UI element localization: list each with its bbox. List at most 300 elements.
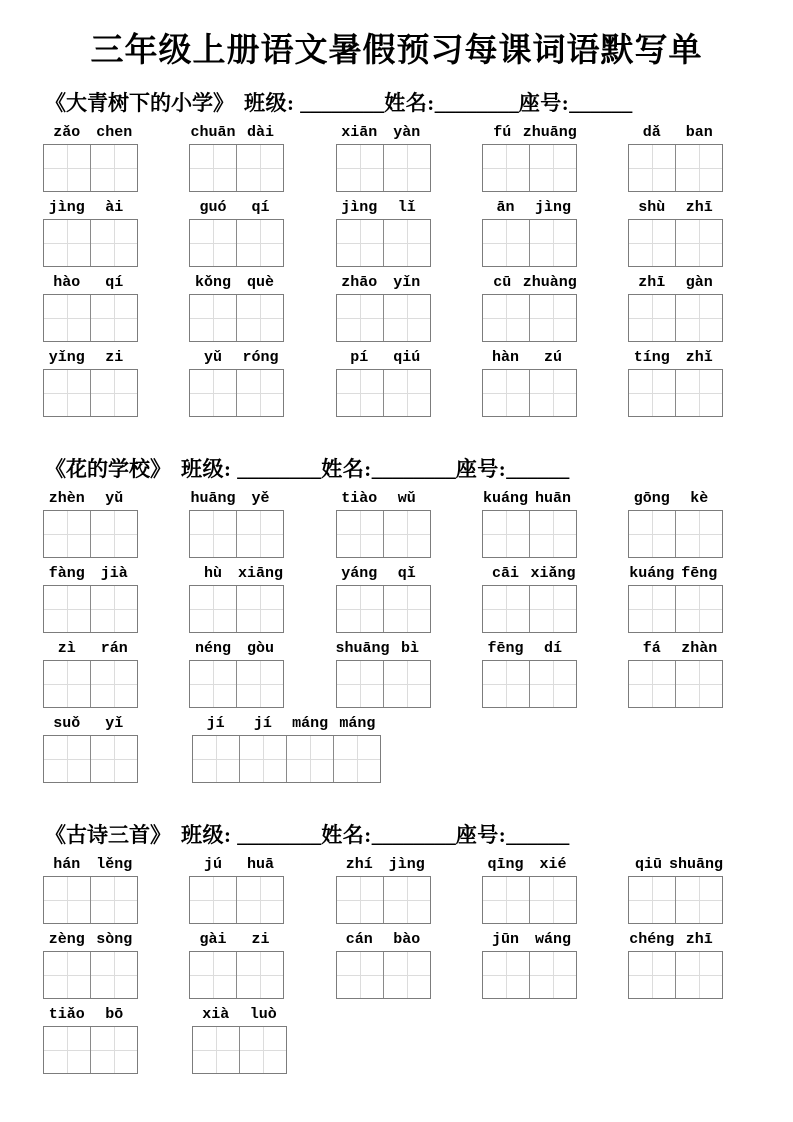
grid-cell <box>629 370 675 416</box>
writing-grid <box>192 1026 287 1074</box>
pinyin-syllable: yǔ <box>105 490 124 507</box>
class-blank-line: ________ <box>237 457 322 481</box>
pinyin-syllable: tiào <box>341 490 378 507</box>
worksheet-section-2 <box>43 457 723 783</box>
pinyin-syllable: zhí <box>345 856 373 873</box>
writing-grid <box>336 951 431 999</box>
pinyin-syllable: chuān <box>190 124 236 141</box>
word-group <box>482 563 577 633</box>
pinyin-syllable: lǐ <box>397 199 416 216</box>
worksheet-section-1 <box>43 91 723 417</box>
grid-cell <box>44 511 90 557</box>
writing-grid <box>192 735 381 783</box>
word-group <box>189 854 284 924</box>
grid-cell <box>337 877 383 923</box>
grid-cell <box>236 586 283 632</box>
grid-cell <box>239 1027 286 1073</box>
word-group <box>336 854 431 924</box>
pinyin-syllable: yǔ <box>203 349 222 366</box>
grid-cell <box>333 736 380 782</box>
pinyin-label <box>628 638 723 659</box>
word-group <box>43 563 138 633</box>
sections-container <box>43 91 723 1074</box>
pinyin-syllable: shù <box>638 199 666 216</box>
grid-cell <box>483 370 529 416</box>
pinyin-label <box>189 563 284 584</box>
pinyin-syllable: zhī <box>638 274 666 291</box>
writing-grid <box>43 585 138 633</box>
grid-cell <box>44 370 90 416</box>
grid-cell <box>337 295 383 341</box>
class-label: 班级: <box>181 823 238 847</box>
grid-cell <box>675 877 722 923</box>
word-group <box>189 488 284 558</box>
grid-cell <box>675 511 722 557</box>
pinyin-syllable: yàn <box>393 124 421 141</box>
pinyin-syllable: zhuāng <box>522 124 577 141</box>
word-group <box>43 272 138 342</box>
pinyin-label <box>628 854 723 875</box>
pinyin-label <box>336 563 431 584</box>
grid-cell <box>383 952 430 998</box>
grid-cell <box>236 952 283 998</box>
pinyin-syllable: shuāng <box>668 856 723 873</box>
grid-cell <box>190 220 236 266</box>
pinyin-syllable: bì <box>401 640 420 657</box>
word-group <box>43 197 138 267</box>
pinyin-syllable: yǐ <box>105 715 124 732</box>
grid-cell <box>44 586 90 632</box>
pinyin-syllable: zì <box>57 640 76 657</box>
word-row <box>43 197 723 267</box>
pinyin-syllable: wǔ <box>397 490 416 507</box>
pinyin-label <box>336 854 431 875</box>
writing-grid <box>628 876 723 924</box>
pinyin-syllable: huā <box>246 856 274 873</box>
grid-cell <box>483 877 529 923</box>
pinyin-syllable: kè <box>690 490 709 507</box>
pinyin-syllable: zhī <box>685 931 713 948</box>
pinyin-label <box>43 272 138 293</box>
seat-blank-line: ______ <box>506 823 570 847</box>
pinyin-label <box>336 197 431 218</box>
section-header <box>45 457 723 482</box>
grid-cell <box>483 952 529 998</box>
pinyin-syllable: hù <box>203 565 222 582</box>
pinyin-syllable: qiū <box>634 856 662 873</box>
grid-cell <box>383 586 430 632</box>
pinyin-label <box>192 1004 287 1025</box>
grid-cell <box>483 295 529 341</box>
word-row <box>43 272 723 342</box>
writing-grid <box>43 294 138 342</box>
pinyin-syllable: qí <box>105 274 124 291</box>
pinyin-syllable: jìng <box>388 856 425 873</box>
pinyin-syllable: wáng <box>534 931 571 948</box>
word-group <box>336 638 431 708</box>
pinyin-label <box>482 563 577 584</box>
pinyin-syllable: máng <box>339 715 376 732</box>
pinyin-label <box>336 488 431 509</box>
word-group <box>482 929 577 999</box>
pinyin-label <box>628 563 723 584</box>
grid-cell <box>90 1027 137 1073</box>
grid-cell <box>90 511 137 557</box>
word-group <box>628 563 723 633</box>
grid-cell <box>529 952 576 998</box>
pinyin-syllable: gài <box>199 931 227 948</box>
grid-cell <box>529 295 576 341</box>
grid-cell <box>629 877 675 923</box>
word-group <box>189 563 284 633</box>
grid-cell <box>44 736 90 782</box>
grid-cell <box>44 952 90 998</box>
pinyin-label <box>43 854 138 875</box>
word-group <box>628 122 723 192</box>
writing-grid <box>189 660 284 708</box>
grid-cell <box>483 586 529 632</box>
pinyin-syllable: cāi <box>491 565 519 582</box>
pinyin-syllable: zǎo <box>53 124 81 141</box>
pinyin-syllable: róng <box>242 349 279 366</box>
grid-cell <box>90 661 137 707</box>
grid-cell <box>236 661 283 707</box>
grid-cell <box>337 952 383 998</box>
pinyin-syllable: kuáng <box>482 490 528 507</box>
pinyin-label <box>336 638 431 659</box>
pinyin-syllable: suǒ <box>53 715 81 732</box>
word-row <box>43 488 723 558</box>
pinyin-syllable: xiāng <box>237 565 283 582</box>
word-group <box>482 347 577 417</box>
word-group <box>628 929 723 999</box>
writing-grid <box>336 510 431 558</box>
pinyin-syllable: chéng <box>629 931 675 948</box>
word-group <box>192 1004 287 1074</box>
word-group <box>628 488 723 558</box>
grid-cell <box>44 877 90 923</box>
pinyin-label <box>482 488 577 509</box>
pinyin-label <box>189 854 284 875</box>
grid-cell <box>190 511 236 557</box>
writing-grid <box>189 294 284 342</box>
writing-grid <box>336 369 431 417</box>
name-blank-line: ________ <box>371 457 456 481</box>
writing-grid <box>189 585 284 633</box>
word-group <box>192 713 381 783</box>
pinyin-label <box>43 347 138 368</box>
grid-cell <box>44 295 90 341</box>
word-group <box>336 122 431 192</box>
pinyin-syllable: yě <box>251 490 270 507</box>
writing-grid <box>43 660 138 708</box>
pinyin-label <box>189 272 284 293</box>
class-label: 班级: <box>244 91 301 115</box>
writing-grid <box>628 660 723 708</box>
grid-cell <box>675 370 722 416</box>
pinyin-syllable: rán <box>100 640 128 657</box>
pinyin-label <box>43 1004 138 1025</box>
pinyin-label <box>189 122 284 143</box>
word-group <box>189 347 284 417</box>
word-group <box>43 929 138 999</box>
seat-label: 座号: <box>455 823 507 847</box>
pinyin-syllable: qǐ <box>397 565 416 582</box>
writing-grid <box>482 219 577 267</box>
word-group <box>482 272 577 342</box>
pinyin-label <box>189 197 284 218</box>
writing-grid <box>189 369 284 417</box>
pinyin-syllable: zhǐ <box>685 349 713 366</box>
grid-cell <box>190 145 236 191</box>
grid-cell <box>190 370 236 416</box>
grid-cell <box>483 220 529 266</box>
pinyin-syllable: zhī <box>685 199 713 216</box>
name-label: 姓名: <box>321 823 372 847</box>
grid-cell <box>193 1027 239 1073</box>
word-group <box>336 197 431 267</box>
grid-cell <box>44 1027 90 1073</box>
word-group <box>43 638 138 708</box>
pinyin-label <box>628 122 723 143</box>
name-label: 姓名: <box>321 457 372 481</box>
word-row <box>43 638 723 708</box>
word-group <box>628 638 723 708</box>
grid-cell <box>629 295 675 341</box>
page-title: 三年级上册语文暑假预习每课词语默写单 <box>90 33 703 69</box>
pinyin-syllable: dài <box>246 124 274 141</box>
grid-cell <box>483 145 529 191</box>
writing-grid <box>43 369 138 417</box>
pinyin-syllable: hào <box>53 274 81 291</box>
grid-cell <box>337 586 383 632</box>
grid-cell <box>383 145 430 191</box>
word-row <box>43 929 723 999</box>
class-label: 班级: <box>181 457 238 481</box>
writing-grid <box>43 219 138 267</box>
grid-cell <box>675 586 722 632</box>
name-blank-line: ________ <box>434 91 519 115</box>
grid-cell <box>675 220 722 266</box>
grid-cell <box>629 661 675 707</box>
grid-cell <box>383 511 430 557</box>
writing-grid <box>482 144 577 192</box>
seat-blank-line: ______ <box>569 91 633 115</box>
pinyin-syllable: tíng <box>633 349 670 366</box>
writing-grid <box>482 660 577 708</box>
pinyin-syllable: zú <box>543 349 562 366</box>
grid-cell <box>629 586 675 632</box>
pinyin-syllable: fú <box>493 124 512 141</box>
pinyin-syllable: fēng <box>487 640 524 657</box>
grid-cell <box>190 661 236 707</box>
word-group <box>189 122 284 192</box>
writing-grid <box>628 219 723 267</box>
lesson-title: 《古诗三首》 <box>45 823 171 847</box>
section-header <box>45 91 723 116</box>
grid-cell <box>337 511 383 557</box>
grid-cell <box>90 145 137 191</box>
seat-label: 座号: <box>518 91 570 115</box>
grid-cell <box>529 877 576 923</box>
pinyin-syllable: zhuàng <box>522 274 577 291</box>
pinyin-syllable: ban <box>685 124 713 141</box>
pinyin-syllable: xiān <box>341 124 378 141</box>
pinyin-label <box>189 488 284 509</box>
writing-grid <box>482 876 577 924</box>
word-group <box>628 347 723 417</box>
writing-grid <box>189 144 284 192</box>
pinyin-syllable: guó <box>199 199 227 216</box>
grid-cell <box>239 736 286 782</box>
pinyin-label <box>482 122 577 143</box>
writing-grid <box>628 585 723 633</box>
grid-cell <box>529 370 576 416</box>
seat-label: 座号: <box>455 457 507 481</box>
pinyin-syllable: zi <box>105 349 124 366</box>
section-header <box>45 823 723 848</box>
pinyin-syllable: dǎ <box>642 124 661 141</box>
grid-cell <box>675 952 722 998</box>
class-blank-line: ________ <box>237 823 322 847</box>
pinyin-syllable: yǐng <box>48 349 85 366</box>
pinyin-syllable: jìng <box>534 199 571 216</box>
grid-cell <box>90 586 137 632</box>
word-group <box>628 197 723 267</box>
pinyin-syllable: luò <box>249 1006 277 1023</box>
pinyin-label <box>482 854 577 875</box>
word-row <box>43 122 723 192</box>
grid-cell <box>190 295 236 341</box>
grid-cell <box>383 220 430 266</box>
pinyin-syllable: máng <box>292 715 329 732</box>
pinyin-syllable: qīng <box>487 856 524 873</box>
pinyin-syllable: pí <box>350 349 369 366</box>
lesson-title: 《花的学校》 <box>45 457 171 481</box>
grid-cell <box>193 736 239 782</box>
pinyin-syllable: huāng <box>190 490 236 507</box>
grid-cell <box>383 370 430 416</box>
writing-grid <box>189 219 284 267</box>
lesson-title: 《大青树下的小学》 <box>45 91 234 115</box>
pinyin-syllable: fá <box>642 640 661 657</box>
grid-cell <box>236 145 283 191</box>
grid-cell <box>90 370 137 416</box>
pinyin-syllable: qiú <box>393 349 421 366</box>
writing-grid <box>336 660 431 708</box>
name-label: 姓名: <box>384 91 435 115</box>
grid-cell <box>44 661 90 707</box>
pinyin-syllable: lěng <box>96 856 133 873</box>
grid-cell <box>675 661 722 707</box>
word-group <box>336 347 431 417</box>
grid-cell <box>190 952 236 998</box>
pinyin-syllable: jí <box>206 715 225 732</box>
pinyin-syllable: gàn <box>685 274 713 291</box>
pinyin-syllable: hán <box>53 856 81 873</box>
pinyin-label <box>43 197 138 218</box>
grid-cell <box>190 586 236 632</box>
pinyin-label <box>336 272 431 293</box>
grid-cell <box>383 661 430 707</box>
grid-cell <box>337 661 383 707</box>
pinyin-label <box>43 563 138 584</box>
grid-cell <box>529 220 576 266</box>
pinyin-label <box>482 197 577 218</box>
word-group <box>43 488 138 558</box>
pinyin-syllable: jìng <box>341 199 378 216</box>
pinyin-syllable: xiǎng <box>530 565 576 582</box>
pinyin-syllable: zhāo <box>341 274 378 291</box>
word-row <box>43 854 723 924</box>
pinyin-syllable: chen <box>96 124 133 141</box>
pinyin-syllable: ān <box>496 199 515 216</box>
writing-grid <box>628 510 723 558</box>
writing-grid <box>43 510 138 558</box>
pinyin-syllable: bào <box>393 931 421 948</box>
pinyin-syllable: zèng <box>48 931 85 948</box>
word-group <box>189 638 284 708</box>
word-group <box>628 854 723 924</box>
pinyin-syllable: néng <box>194 640 231 657</box>
word-group <box>482 488 577 558</box>
writing-grid <box>189 510 284 558</box>
pinyin-syllable: kǒng <box>194 274 231 291</box>
class-blank-line: ________ <box>300 91 385 115</box>
grid-cell <box>190 877 236 923</box>
word-group <box>628 272 723 342</box>
pinyin-syllable: jí <box>253 715 272 732</box>
pinyin-syllable: cū <box>493 274 512 291</box>
grid-cell <box>236 295 283 341</box>
pinyin-syllable: xià <box>202 1006 230 1023</box>
grid-cell <box>629 220 675 266</box>
grid-cell <box>90 952 137 998</box>
writing-grid <box>43 951 138 999</box>
pinyin-syllable: jià <box>100 565 128 582</box>
writing-grid <box>482 510 577 558</box>
pinyin-syllable: fēng <box>681 565 718 582</box>
worksheet-section-3 <box>43 823 723 1074</box>
writing-grid <box>628 951 723 999</box>
pinyin-syllable: xié <box>539 856 567 873</box>
word-group <box>43 854 138 924</box>
grid-cell <box>529 661 576 707</box>
grid-cell <box>44 145 90 191</box>
word-group <box>43 122 138 192</box>
pinyin-label <box>482 272 577 293</box>
grid-cell <box>675 295 722 341</box>
grid-cell <box>44 220 90 266</box>
pinyin-syllable: yáng <box>341 565 378 582</box>
pinyin-label <box>189 929 284 950</box>
pinyin-label <box>628 197 723 218</box>
writing-grid <box>482 369 577 417</box>
grid-cell <box>383 877 430 923</box>
writing-grid <box>482 951 577 999</box>
pinyin-label <box>336 122 431 143</box>
pinyin-syllable: cán <box>345 931 373 948</box>
pinyin-label <box>482 929 577 950</box>
word-group <box>189 272 284 342</box>
word-group <box>43 1004 138 1074</box>
grid-cell <box>236 370 283 416</box>
grid-cell <box>629 145 675 191</box>
writing-grid <box>189 876 284 924</box>
pinyin-label <box>189 638 284 659</box>
grid-cell <box>90 877 137 923</box>
grid-cell <box>529 145 576 191</box>
